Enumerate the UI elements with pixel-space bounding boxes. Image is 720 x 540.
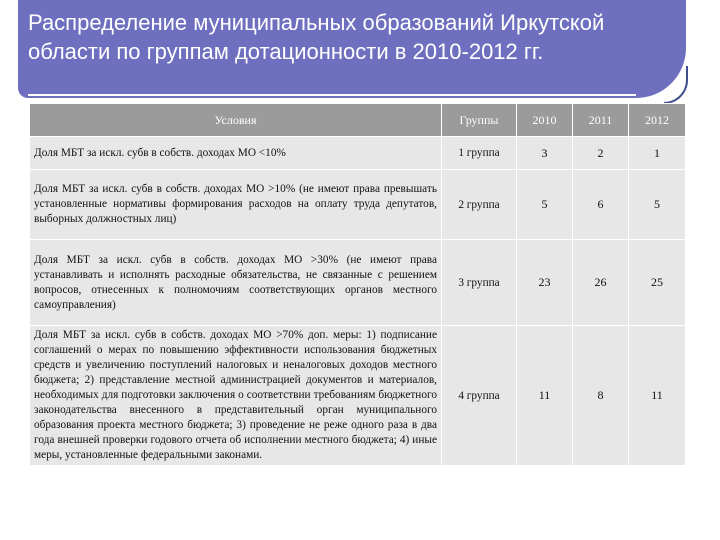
condition-cell: Доля МБТ за искл. субв в собств. доходах МО >30% (не имеют права устанавливать и исполнять расходные обязательства, не связанные с решением вопросов, отнесенных к полномочиям соответствующих органов местного самоуправления) (30, 240, 442, 326)
condition-cell: Доля МБТ за искл. субв в собств. доходах МО >10% (не имеют права превышать установленные нормативы формирования расходов на оплату труда депутатов, выборных должностных лиц) (30, 170, 442, 240)
group-cell: 3 группа (442, 240, 517, 326)
column-header-conditions: Условия (30, 104, 442, 137)
title-underline (28, 94, 636, 96)
value-2012-cell: 11 (629, 326, 686, 466)
slide-left-margin (0, 0, 18, 98)
column-header-2011: 2011 (573, 104, 629, 137)
column-header-groups: Группы (442, 104, 517, 137)
value-2011-cell: 6 (573, 170, 629, 240)
value-2011-cell: 2 (573, 137, 629, 170)
subsidy-groups-table (29, 103, 686, 466)
value-2010-cell: 3 (517, 137, 573, 170)
value-2010-cell: 5 (517, 170, 573, 240)
column-header-2010: 2010 (517, 104, 573, 137)
condition-cell: Доля МБТ за искл. субв в собств. доходах МО <10% (30, 137, 442, 170)
value-2010-cell: 23 (517, 240, 573, 326)
group-cell: 1 группа (442, 137, 517, 170)
table-row (30, 170, 686, 240)
value-2012-cell: 1 (629, 137, 686, 170)
table-row (30, 326, 686, 466)
value-2010-cell: 11 (517, 326, 573, 466)
value-2012-cell: 5 (629, 170, 686, 240)
title-bar-decoration (664, 66, 688, 104)
column-header-2012: 2012 (629, 104, 686, 137)
table-row (30, 240, 686, 326)
slide-title: Распределение муниципальных образований Иркутской области по группам дотационности в 2010-2012 гг. (28, 10, 605, 64)
value-2011-cell: 8 (573, 326, 629, 466)
group-cell: 2 группа (442, 170, 517, 240)
table-row (30, 137, 686, 170)
value-2011-cell: 26 (573, 240, 629, 326)
group-cell: 4 группа (442, 326, 517, 466)
condition-cell: Доля МБТ за искл. субв в собств. доходах МО >70% доп. меры: 1) подписание соглашений о мерах по повышению эффективности использования бюджетных средств и увеличению поступлений налоговых и неналоговых доходов местного бюджета; 2) представление местной администрацией документов и материалов, необходимых для подготовки заключения о соответствии требованиям бюджетного законодательства внесенного в представительный орган муниципального образования проекта местного бюджета; 3) проведение не реже одного раза в два года внешней проверки годового отчета об исполнении местного бюджета; 4) иные меры, установленные федеральными законами. (30, 326, 442, 466)
value-2012-cell: 25 (629, 240, 686, 326)
table-header-row (30, 104, 686, 137)
